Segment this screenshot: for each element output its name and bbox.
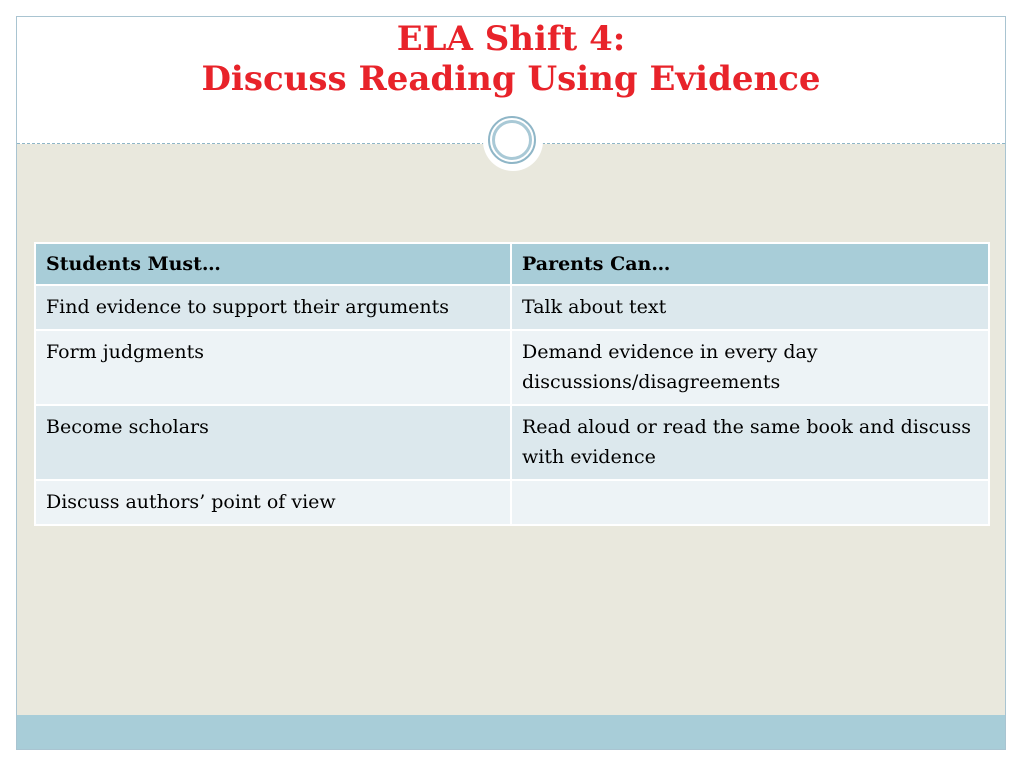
table-header-row — [35, 243, 989, 285]
table-cell-students: Become scholars — [35, 405, 511, 480]
table-cell-students: Find evidence to support their arguments — [35, 285, 511, 330]
header-students-must: Students Must… — [35, 243, 511, 285]
table-cell-parents: Talk about text — [511, 285, 989, 330]
circle-divider-icon — [483, 111, 543, 171]
table-row — [35, 480, 989, 525]
table-row — [35, 285, 989, 330]
table-cell-parents — [511, 480, 989, 525]
comparison-table — [34, 242, 990, 526]
circle-divider-inner-ring — [492, 120, 532, 160]
table-cell-students: Form judgments — [35, 330, 511, 405]
slide-title — [17, 17, 1005, 99]
slide-title-line-1: ELA Shift 4: — [396, 19, 626, 59]
footer-band — [17, 715, 1005, 749]
table-cell-parents: Demand evidence in every day discussions/disagreements — [511, 330, 989, 405]
table-cell-students: Discuss authors’ point of view — [35, 480, 511, 525]
table-row — [35, 405, 989, 480]
slide — [16, 16, 1006, 750]
table-row — [35, 330, 989, 405]
header-parents-can: Parents Can… — [511, 243, 989, 285]
slide-title-line-2: Discuss Reading Using Evidence — [201, 59, 821, 99]
table-cell-parents: Read aloud or read the same book and discuss with evidence — [511, 405, 989, 480]
comparison-table-wrapper — [34, 242, 988, 526]
